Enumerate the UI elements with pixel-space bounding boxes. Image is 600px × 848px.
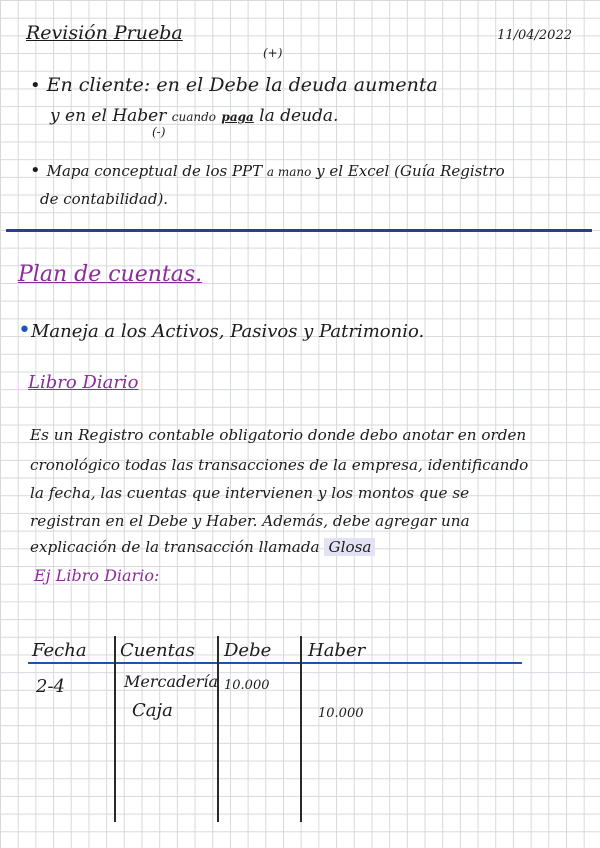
paragraph-line: la fecha, las cuentas que intervienen y los montos que se bbox=[30, 484, 470, 502]
table-column-divider bbox=[114, 636, 116, 822]
paragraph-line bbox=[30, 538, 375, 556]
note-line-3a: Mapa conceptual de los PPT bbox=[46, 162, 263, 180]
note-bullet-cliente bbox=[30, 74, 438, 96]
table-cell-debe: 10.000 bbox=[224, 678, 270, 693]
plan-bullet-text: Maneja a los Activos, Pasivos y Patrimonio. bbox=[30, 321, 425, 342]
note-line-2 bbox=[50, 106, 338, 126]
example-heading: Ej Libro Diario: bbox=[34, 566, 160, 585]
table-header-rule bbox=[28, 662, 522, 664]
table-cell-haber: 10.000 bbox=[318, 706, 364, 721]
note-bullet-mapa bbox=[30, 160, 505, 181]
note-line-2c: paga bbox=[221, 110, 254, 124]
table-cell-fecha: 2-4 bbox=[36, 676, 65, 697]
table-header-fecha: Fecha bbox=[32, 640, 87, 661]
bullet-dot-icon: • bbox=[18, 318, 31, 343]
table-header-cuentas: Cuentas bbox=[120, 640, 195, 661]
section-divider bbox=[6, 229, 592, 232]
plan-heading: Plan de cuentas. bbox=[18, 262, 203, 287]
note-line-2b: cuando bbox=[171, 110, 217, 124]
note-line-2d: la deuda. bbox=[259, 106, 339, 126]
table-header-haber: Haber bbox=[308, 640, 366, 661]
note-line-3c: y el Excel (Guía Registro bbox=[316, 162, 505, 180]
table-column-divider bbox=[217, 636, 219, 822]
note-line-2a: y en el Haber bbox=[50, 106, 167, 126]
paragraph-line: registran en el Debe y Haber. Además, debe agregar una bbox=[30, 512, 470, 530]
table-cell-cuenta: Mercadería bbox=[124, 672, 219, 691]
table-header-debe: Debe bbox=[224, 640, 272, 661]
paragraph-line: cronológico todas las transacciones de la empresa, identificando bbox=[30, 456, 529, 474]
minus-mark: (-) bbox=[152, 125, 166, 139]
page-title: Revisión Prueba bbox=[26, 22, 183, 44]
paragraph-line-text: explicación de la transacción llamada bbox=[30, 538, 320, 556]
note-line-1: En cliente: en el Debe la deuda aumenta bbox=[46, 74, 438, 96]
libro-heading: Libro Diario bbox=[28, 372, 139, 393]
table-column-divider bbox=[300, 636, 302, 822]
plus-mark: (+) bbox=[263, 46, 283, 60]
bullet-dot-icon: • bbox=[30, 75, 41, 96]
plan-bullet bbox=[18, 318, 424, 343]
date-label: 11/04/2022 bbox=[497, 28, 572, 43]
note-line-4: de contabilidad). bbox=[40, 190, 169, 208]
glosa-highlight: Glosa bbox=[324, 538, 375, 556]
paragraph-line: Es un Registro contable obligatorio donde debo anotar en orden bbox=[30, 426, 527, 444]
note-line-3b: a mano bbox=[266, 165, 312, 179]
bullet-dot-icon: • bbox=[30, 160, 41, 181]
table-cell-cuenta: Caja bbox=[132, 700, 173, 721]
